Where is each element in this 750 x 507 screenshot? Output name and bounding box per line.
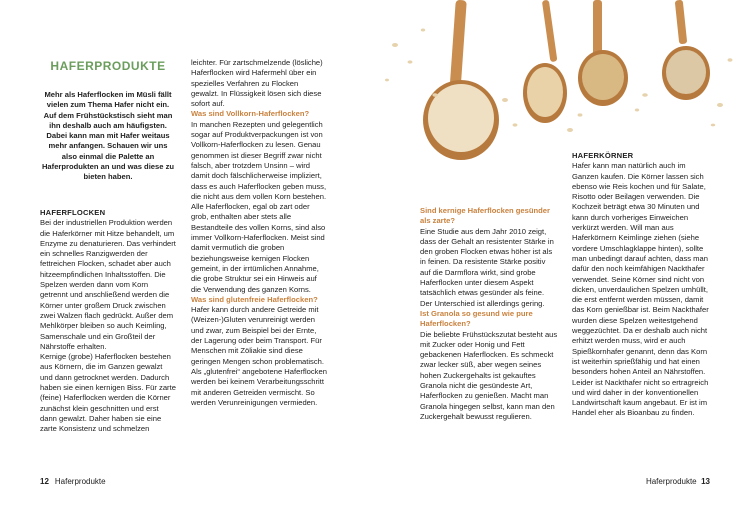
page-number-right: 13 — [701, 477, 710, 486]
section-heading-haferkoerner: HAFERKÖRNER — [572, 151, 634, 160]
page-number-left: 12 — [40, 477, 49, 486]
spoon-handles — [450, 0, 687, 86]
oat-spoons-photo — [375, 0, 750, 170]
paragraph-kernige: Kernige (grobe) Haferflocken bestehen aus Körnern, die im Ganzen gewalzt und dann getrocknet werden. Dadurch haben sie einen kernigen Biss. Für zarte (feine) Haferflocken werden die Körner zunächst klein geschnitten und erst dann gewalzt. Daher haben sie eine zarte Konsistenz und schmelzen — [40, 352, 176, 434]
left-column-2 — [191, 58, 328, 408]
question-glutenfrei: Was sind glutenfreie Haferflocken? — [191, 294, 318, 304]
paragraph-glutenfrei: Hafer kann durch andere Getreide mit (Weizen-)Gluten verunreinigt werden und zwar, zum Beispiel bei der Ernte, der Lagerung oder beim Transport. Für Menschen mit Zöliakie sind diese geringen Mengen schon problematisch. Als „glutenfrei“ angebotene Haferflocken werden bei keinem Verarbeitungsschritt mit anderen Getreiden vermischt. So werden Verunreinigungen vermieden. — [191, 305, 327, 407]
page-title: HAFERPRODUKTE — [50, 59, 166, 73]
running-title-right: Haferprodukte — [645, 477, 697, 486]
running-title-left: Haferprodukte — [54, 477, 106, 486]
paragraph-haferflocken: Bei der industriellen Produktion werden die Haferkörner mit Hitze behandelt, um Enzyme zu denaturieren. Das verhindert ein schnelles Ranzigwerden der fettreichen Flocken, schadet aber auch hitzeempfindlichen Inhaltsstoffen. Die Spelzen werden dann vom Korn getrennt und anschließend werden die Körner unter großem Druck zwischen zwei Walzen flach gedrückt. Außer dem Mehlkörper bleiben so auch Keimling, Samenschale und ein Großteil der Nährstoffe erhalten. — [40, 218, 176, 351]
right-column-2 — [572, 151, 710, 419]
paragraph-gesuender: Eine Studie aus dem Jahr 2010 zeigt, dass der Gehalt an resistenter Stärke in den groben Flocken etwas höher ist als in feinen. Da resistente Stärke positiv auf die Darmflora wirkt, sind grobe Haferflocken unter diesem Aspekt tatsächlich etwas gesünder als feine. Der Unterschied ist allerdings gering. — [420, 226, 554, 308]
folio-left — [40, 477, 106, 486]
section-heading-haferflocken: HAFERFLOCKEN — [40, 208, 106, 217]
question-gesuender: Sind kernige Haferflocken gesünder als zarte? — [420, 206, 550, 226]
left-column-1 — [40, 208, 176, 435]
intro-paragraph: Mehr als Haferflocken im Müsli fällt vielen zum Thema Hafer nicht ein. Auf dem Frühstückstisch sieht man ihn deshalb auch am häufigsten. Dabei kann man mit Hafer weitaus mehr anfangen. Schauen wir uns also einmal die Palette an Haferprodukten an und was diese zu bieten haben. — [41, 90, 175, 182]
paragraph-haferkoerner: Hafer kann man natürlich auch im Ganzen kaufen. Die Körner lassen sich ebenso wie Reis kochen und für Salate, Risotto oder Beilagen verwenden. Die Kochzeit beträgt etwa 30 Minuten und kann durch vorheriges Einweichen verkürzt werden. Will man aus Haferkörnern Keimlinge ziehen (siehe vordere Umschlagklappe hinten), sollte man unbedingt darauf achten, dass man dafür den noch keimfähigen Nackthafer verwendet. Seine Körner sind nicht von dicken, unverdaulichen Spelzen umhüllt, die erst entfernt werden müssen, damit das Korn genießbar ist. Beim Nackthafer wurden diese Spelzen weitestgehend weggezüchtet. Da er deshalb auch nicht erhitzt werden muss, wird er auch Spießkornhafer genannt, denn das Korn ist weiterhin sprießfähig und hat einen besonders hohen Anteil an Nährstoffen. Leider ist Nackthafer nicht so ertragreich und wird daher in der konventionellen Landwirtschaft kaum angebaut. Er ist im Handel eher als Bioanbau zu finden. — [572, 161, 709, 418]
question-vollkorn: Was sind Vollkorn-Haferflocken? — [191, 109, 310, 119]
paragraph-granola: Die beliebte Frühstückszutat besteht aus mit Zucker oder Honig und Fett gebackenen Haferflocken. Es schmeckt zwar lecker süß, aber wegen seines hohen Zuckergehalts ist gekauftes Granola nicht die gesündeste Art, Haferflocken zu genießen. Macht man Granola hingegen selbst, kann man den Zuckergehalt bewusst regulieren. — [420, 329, 558, 421]
spoon-bowls — [423, 46, 710, 160]
question-granola: Ist Granola so gesund wie pure Haferflocken? — [420, 308, 533, 329]
folio-right — [646, 477, 710, 486]
paragraph-vollkorn: In manchen Rezepten und gelegentlich sogar auf Produktverpackungen ist von Vollkorn-Haferflocken zu lesen. Genau genommen ist dieser Begriff zwar nicht falsch, aber trotzdem Unsinn – wird damit doch fälschlicherweise impliziert, dass es auch Haferflocken geben muss, die nicht aus dem vollen Korn bestehen. Alle Haferflocken, egal ob zart oder grob, enthalten aber stets alle Bestandteile des vollen Korns, sind also immer Vollkorn-Haferflocken. Meist sind damit vermutlich die groben beziehungsweise kernigen Flocken gemeint, in der irrtümlichen Annahme, die grobe Struktur sei ein Hinweis auf die Verwendung des ganzen Korns. — [191, 119, 327, 294]
paragraph-continuation: leichter. Für zartschmelzende (lösliche) Haferflocken wird Hafermehl über ein spezielles Verfahren zu Flocken gewalzt. In Flüssigkeit lösen sich diese sofort auf. — [191, 58, 323, 109]
right-column-1 — [420, 206, 558, 422]
